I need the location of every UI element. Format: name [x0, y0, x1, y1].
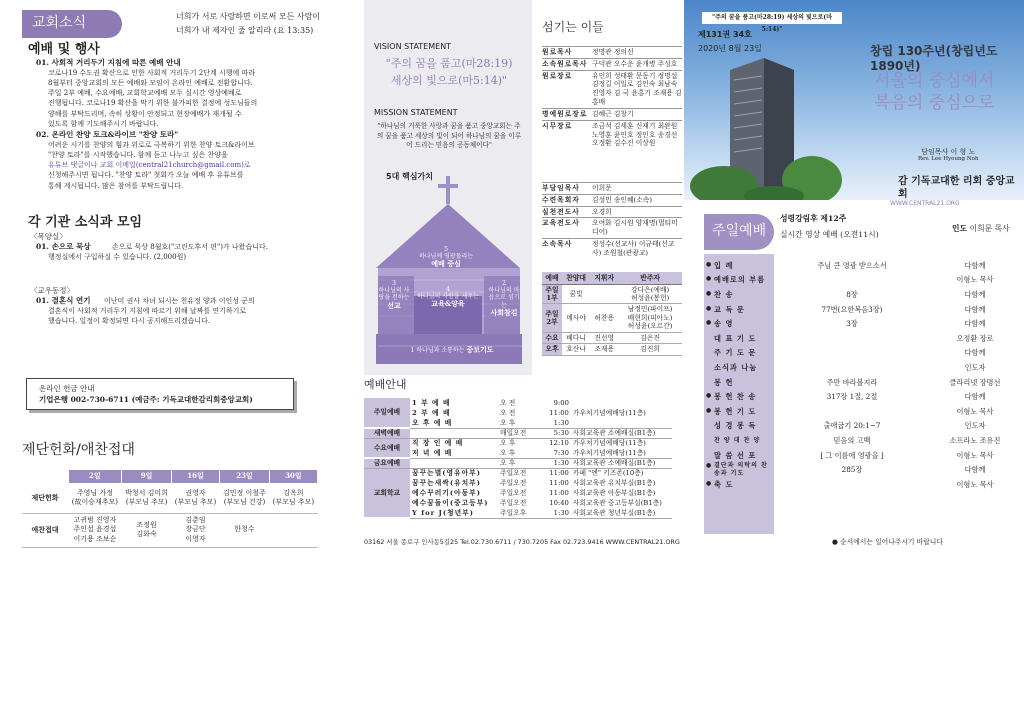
duty-row: 주일 2부 메사야 허찬용 남정민(파이프) 배현희(피아노) 허성윤(오르간) — [542, 304, 682, 332]
flowers-heading: 제단헌화/애찬접대 — [22, 442, 135, 458]
order-row: 주 기 도 문 다함께 — [714, 348, 986, 358]
staff-row: 교육전도사 오여화 김시원 양재명(멀티미디어) — [542, 217, 682, 238]
service-row: 예수꾸러기(아동부) 주일오전 11:00 사회교육관 아동부실(B1층) — [412, 488, 656, 497]
value-3: 3 하나님의 사랑을 전하는 선교 — [378, 280, 410, 310]
flower-cell: 박청서 김미희 (부모님 추모) — [122, 483, 172, 513]
org-tag-1: 〈목양실〉 — [30, 232, 67, 241]
staff-row: 시무장로 조금석 김세훈 신재기 최완원 노영훈 윤인호 정인호 송경선 오정환 김수진 이상원 — [542, 120, 682, 149]
service-row: 저 녁 예 배 오 후 7:30 가우처기념예배당(11층) — [364, 448, 672, 458]
church-url[interactable]: WWW.CENTRAL21.ORG — [890, 200, 960, 207]
order-row: 소식과 나눔 인도자 — [714, 362, 986, 372]
services-table — [364, 398, 672, 519]
hospitality-cell: 김춘임 장금단 이영자 — [171, 513, 219, 547]
order-row: 봉 헌 주만 바라볼지라 클라리넷 장명선 — [714, 377, 1001, 387]
hospitality-cell: 한청수 — [220, 513, 270, 547]
staff-row: 소속원로목사 구덕관 오수운 윤개병 주성호 — [542, 58, 682, 70]
org-item1-title: 01. 손으로 묵상 — [36, 242, 91, 251]
staff-row: 소속목사 정성수(선교사) 이규태(선교사) 조원철(관광교) — [542, 238, 682, 259]
service-row: 오 후 예 배 오 후 1:30 — [364, 418, 672, 428]
order-row: ● 봉 헌 기 도 이형노 목사 — [704, 404, 1020, 419]
duty-row: 주일 1부 꿈빛 강다은(예배) 허성윤(봉헌) — [542, 284, 682, 304]
anniversary: 창립 130주년(창립년도 1890년) — [870, 44, 998, 73]
order-row: ● 입 례 주님 큰 영광 받으소서 다함께 — [704, 258, 1020, 273]
news-tab: 교회소식 — [22, 10, 122, 38]
issue-date: 2020년 8월 23일 — [698, 44, 762, 53]
service-leader: 인도 이희문 목사 — [952, 224, 1010, 233]
order-row: ● 결단과 의탁의 찬송과 기도 285장 다함께 — [704, 462, 1020, 477]
duty-row: 수요 베다니 진선영 김은진 — [542, 332, 682, 343]
worship-events-heading: 예배 및 행사 — [28, 42, 100, 57]
service-subtitle: 실시간 영상 예배 (오전11시) — [780, 230, 879, 239]
org-heading: 각 기관 소식과 모임 — [28, 215, 143, 230]
hospitality-cell — [269, 513, 317, 547]
item2-title: 02. 온라인 찬양 토크&라이브 "찬양 토라" — [36, 130, 179, 139]
flower-cell: 김민정 이철주 (부모님 건강) — [220, 483, 270, 513]
choir-duty-table: 예배 찬양대 지휘자 반주자 주일 1부 꿈빛 강다은(예배) 허성윤(봉헌) 주일 2부 메사야 허찬용 남정민(파이프) 배현희(피아노) 허성윤(오르간) 수요 베다니 진선영 김은진 오후 호산나 조재용 김진희 — [542, 272, 682, 356]
vision-heading: VISION STATEMENT — [374, 42, 452, 51]
issue-number: 제131권 34호 — [698, 30, 752, 39]
value-1: 1 하나님과 소통하는 중보기도 — [410, 345, 494, 354]
cover-column — [684, 0, 1024, 724]
online-offering-box: 온라인 헌금 안내 기업은행 002-730-6711 (예금주: 기독교대한감리회중앙교회) — [26, 378, 294, 410]
service-row: 새벽예배 매일오전 5:30 사회교육관 소예배실(B1층) — [364, 428, 672, 438]
staff-row: 원로목사 정명관 정의선 — [542, 46, 682, 58]
staff-row: 실천전도사 오경희 — [542, 206, 682, 218]
church-address: 03162 서울 종로구 인사동5길25 Tel.02.730.6711 / 730.7205 Fax 02.723.9416 WWW.CENTRAL21.ORG — [364, 538, 680, 546]
flower-cell: 주영님 가정 (故이승재추모) — [68, 483, 122, 513]
staff-row: 원로장로 유인희 성태환 문동기 정명섭 김정길 이일로 김인숙 최남숙 진영자 김 국 윤홍기 조재용 김홍배 — [542, 71, 682, 107]
motto: 서울의 중심에서 복음의 중심으로 — [874, 71, 995, 114]
service-row: 2 부 예 배 오 전 11:00 가우처기념예배당(11층) — [412, 408, 646, 417]
flower-cell: 권영자 (부모님 추모) — [171, 483, 219, 513]
value-5: 5 하나님께 영광돌리는 예배 중심 — [418, 246, 474, 269]
order-row: ● 교 독 문 77번(요한복음3장) 다함께 — [704, 302, 1020, 317]
item1-body: 코로나19 수도권 확산으로 인한 사회적 거리두기 2단계 시행에 따라 8월부터 중앙교회의 모든 예배와 모임이 온라인 예배로 전환합니다. 주일 2부 예배, 수요예배, 교회학교예배 모두 실시간 영상예배로 진행됩니다. 코로나19 확산을 막기 위한 불가피한 결정에 성도님들의 양해를 부탁드리며, 속히 상황이 안정되고 현장예배가 재개될 수 있도록 함께 기도해주시기 바랍니다. — [48, 69, 258, 128]
sunday-worship-tab: 주일예배 — [704, 214, 774, 250]
hospitality-cell: 고귀범 진영자 주인섭 윤경섭 이기용 조보순 — [68, 513, 122, 547]
service-row: Y for J(청년부) 주일오후 1:30 사회교육관 청년부실(B1층) — [364, 508, 672, 518]
senior-pastor: 담임목사 이 형 노 Rev. Lee Hyoung Noh — [918, 148, 979, 163]
org-item1-body: 손으로 묵상 8월호("고린도후서 편")가 나왔습니다. — [112, 243, 268, 251]
service-row: 꿈꾸는새싹(유치부) 주일오전 11:00 사회교육관 유치부실(B1층) — [412, 478, 656, 487]
order-row: ● 축 도 이형노 목사 — [704, 477, 1020, 492]
staff-list-top — [542, 46, 682, 149]
vision-column — [352, 0, 684, 724]
flower-cell: 김옥희 (부모님 추모) — [269, 483, 317, 513]
mission-heading: MISSION STATEMENT — [374, 108, 458, 117]
staff-row: 명예원로장로 김혜근 김창기 — [542, 108, 682, 120]
church-name: 감 기독교대한 리회 중앙교회 — [898, 176, 1015, 200]
services-heading: 예배안내 — [364, 378, 407, 391]
standing-note: ● 순서에서는 일어나주시기 바랍니다 — [832, 538, 943, 546]
staff-heading: 섬기는 이들 — [542, 20, 604, 34]
duty-row: 오후 호산나 조재용 김진희 — [542, 344, 682, 355]
flowers-table: 2일 9일 16일 23일 30일 제단헌화 주영님 가정 (故이승재추모) 박청서 김미희 (부모님 추모) 권영자 (부모님 추모) 김민정 이철주 (부모님 건강) 김옥희 (부모님 추모) 애찬접대 고귀범 진영자 주인섭 윤경섭 이기용 조보순 조정원 김화숙 김춘임 장금단 이영자 한청수 — [22, 470, 318, 548]
cross-icon — [446, 176, 450, 204]
service-row: 주일예배 1 부 예 배 오 전 9:00 — [364, 398, 672, 408]
liturgical-week: 성령강림후 제12주 — [780, 214, 847, 223]
order-row: 성 경 봉 독 출애굽기 20:1~7 인도자 — [714, 421, 986, 431]
value-2: 2 하나님의 마음으로 섬기는 사회참김 — [488, 280, 520, 317]
item2-body: 어려운 시기를 찬양의 힘과 위로로 극복하기 위한 찬양 토크&라이브 "찬양 토라"를 시작했습니다. 함께 듣고 나누고 싶은 찬양을 유튜브 댓글이나 교회 이메일(central21church@gmail.com)로 신청해주시면 됩니다. "찬양 토라" 첫회가 오늘 예배 후 유튜브를 통해 게시됩니다. 많은 참여를 부탁드립니다. — [48, 141, 255, 190]
order-row: ● 찬 송 8장 다함께 — [704, 287, 1020, 302]
staff-row: 부담임목사 이희문 — [542, 182, 682, 194]
org-item2-body: 결혼식이 사회적 거리두기 지침에 따르기 위해 날짜를 연기하기로 했습니다. 일정이 확정되면 다시 공지해드리겠습니다. — [48, 307, 247, 326]
order-row: ● 봉 헌 찬 송 317장 1절, 2절 다함께 — [704, 389, 1020, 404]
item1-title: 01. 사회적 거리두기 지침에 따른 예배 안내 — [36, 58, 181, 67]
verse: 너희가 서로 사랑하면 이로써 모든 사람이 너희가 내 제자인 줄 알리라 (요 13:35) — [176, 12, 321, 35]
order-row: 대 표 기 도 오정환 장로 — [714, 333, 994, 343]
news-column: 교회소식 너희가 서로 사랑하면 이로써 모든 사람이 너희가 내 제자인 줄 알리라 (요 13:35) 예배 및 행사 01. 사회적 거리두기 지침에 따른 예배 안내 코로나19 수도권 확산으로 인한 사회적 거리두기 2단계 시행에 따라 8월부터 중앙교회의 모든 예배와 모임이 온라인 예배로 전환합니다. 주일 2부 예배, 수요예배, 교회학교예배 모두 실시간 영상예배로 진행됩니다. 코로나19 확산을 막기 위한 불가피한 결정에 성도님들의 양해를 부탁드리며, 속히 상황이 안정되고 현장예배가 재개될 수 있도록 함께 기도해주시기 바랍니다. 02. 온라인 찬양 토크&라이브 "찬양 토라" 어려운 시기를 찬양의 힘과 위로로 극복하기 위한 찬양 토크&라이브 "찬양 토라"를 시작했습니다. 함께 듣고 나누고 싶은 찬양을 유튜브 댓글이나 교회 이메일(central21church@gmail.com)로 신청해주시면 됩니다. "찬양 토라" 첫회가 오늘 예배 후 유튜브를 통해 게시됩니다. 많은 참여를 부탁드립니다. 각 기관 소식과 모임 〈목양실〉 01. 손으로 묵상 손으로 묵상 8월호("고린도후서 편")가 나왔습니다. 행정실에서 구입하실 수 있습니다. (2,000원) 〈교우동정〉 01. 결혼식 연기 이난미 권사 차녀 되시는 천유정 양과 이인성 군의 결혼식이 사회적 거리두기 지침에 따르기 위해 날짜를 연기하기로 했습니다. 일정이 확정되면 다시 공지해드리겠습니다. 온라인 헌금 안내 기업은행 002-730-6711 (예금주: 기독교대한감리회중앙교회) 제단헌화/애찬접대 2일 9일 16일 23일 30일 제단헌화 주영님 가정 (故이승재추모) 박청서 김미희 (부모님 추모) 권영자 (부모님 추모) 김민정 이철주 (부모님 건강) 김옥희 (부모님 추모) 애찬접대 고귀범 진영자 주인섭 윤경섭 이기용 조보순 조정원 김화숙 김춘임 장금단 이영자 한청수 — [0, 0, 338, 724]
staff-list-bottom — [542, 182, 682, 259]
service-row: 수요예배 직 장 인 예 배 오 후 12:10 가우처기념예배당(11층) — [364, 438, 672, 448]
org-item2-title: 01. 결혼식 연기 — [36, 296, 91, 305]
service-row: 금요예배 오 후 1:30 사회교육관 소예배실(B1층) — [364, 458, 672, 468]
order-of-service — [704, 258, 1020, 492]
value-4: 4 하나님의 사람을 세우는 교육&양육 — [417, 286, 479, 309]
order-row: 찬 양 대 찬 양 믿음의 고백 소프라노 조유진 — [714, 435, 1001, 445]
hospitality-cell: 조정원 김화숙 — [122, 513, 172, 547]
service-row: 예수꿈돌이(중고등부) 주일오전 10:40 사회교육관 중고등부실(B1층) — [412, 498, 662, 507]
core-values-house — [374, 176, 524, 374]
mission-text: "하나님의 거룩한 사랑과 꿈을 품고 중앙교회는 주의 꿈을 품고 세상의 빛이 되어 하나님의 꿈을 이루어 드리는 믿음의 공동체이다" — [376, 122, 522, 150]
order-row: ● 예배로의 부름 이형노 목사 — [704, 273, 1020, 288]
order-row: ● 송 영 3장 다함께 — [704, 316, 1020, 331]
cover-photo — [684, 0, 1024, 200]
core-values-heading: 5대 핵심가치 — [386, 172, 433, 181]
org-tag-2: 〈교우동정〉 — [30, 286, 74, 295]
cover-banner: "주의 꿈을 품고(마28:19) 세상의 빛으로(마5:14)" — [702, 12, 842, 24]
staff-row: 수련목회자 김성민 송인혜(소속) — [542, 194, 682, 206]
vision-quote: "주의 꿈을 품고(마28:19) 세상의 빛으로(마5:14)" — [385, 57, 513, 87]
service-row: 교회학교 꿈꾸는별(영유아부) 주일오전 11:00 카페 "엔" 키즈존(10층) — [364, 468, 672, 478]
order-row: 말 씀 선 포 [ 그 이름에 영광을 ] 이형노 목사 — [714, 450, 994, 460]
